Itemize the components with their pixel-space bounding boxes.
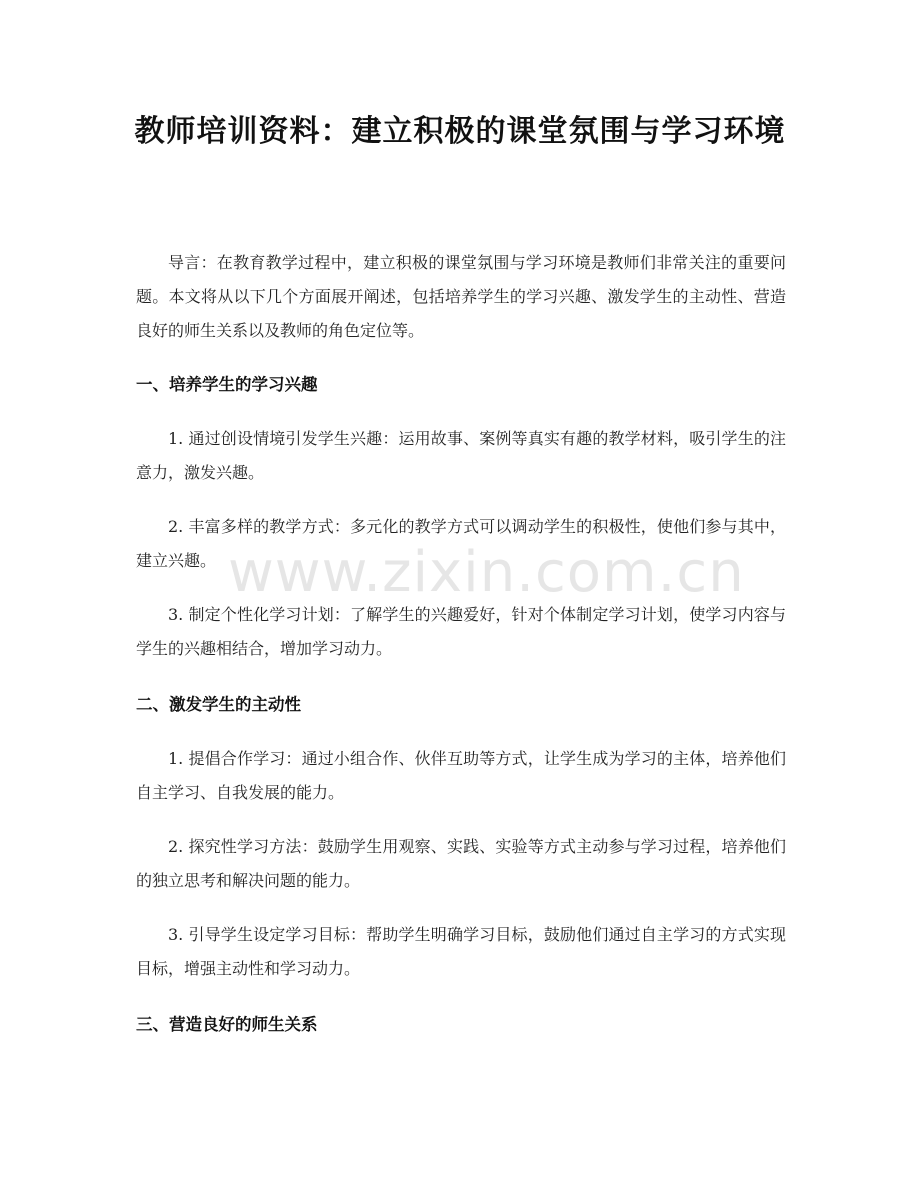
section-1-item-1: 1. 通过创设情境引发学生兴趣：运用故事、案例等真实有趣的教学材料，吸引学生的注意力，激发兴趣。 bbox=[136, 429, 786, 482]
document-title: 教师培训资料：建立积极的课堂氛围与学习环境 bbox=[134, 114, 786, 149]
section-2-item-3: 3. 引导学生设定学习目标：帮助学生明确学习目标，鼓励他们通过自主学习的方式实现目标，增强主动性和学习动力。 bbox=[136, 925, 786, 978]
intro-paragraph: 导言：在教育教学过程中，建立积极的课堂氛围与学习环境是教师们非常关注的重要问题。本文将从以下几个方面展开阐述，包括培养学生的学习兴趣、激发学生的主动性、营造良好的师生关系以及教师的角色定位等。 bbox=[136, 253, 786, 340]
watermark-text: www.zixin.com.cn bbox=[228, 540, 745, 605]
document-body bbox=[136, 246, 786, 1062]
section-2-item-1: 1. 提倡合作学习：通过小组合作、伙伴互助等方式，让学生成为学习的主体，培养他们自主学习、自我发展的能力。 bbox=[136, 749, 786, 802]
section-heading-2: 二、激发学生的主动性 bbox=[136, 695, 301, 714]
section-2-item-2: 2. 探究性学习方法：鼓励学生用观察、实践、实验等方式主动参与学习过程，培养他们的独立思考和解决问题的能力。 bbox=[136, 837, 786, 890]
section-heading-1: 一、培养学生的学习兴趣 bbox=[136, 375, 318, 394]
section-1-item-2: 2. 丰富多样的教学方式：多元化的教学方式可以调动学生的积极性，使他们参与其中，建立兴趣。 bbox=[136, 517, 786, 570]
section-1-item-3: 3. 制定个性化学习计划：了解学生的兴趣爱好，针对个体制定学习计划，使学习内容与学生的兴趣相结合，增加学习动力。 bbox=[136, 605, 786, 658]
section-heading-3: 三、营造良好的师生关系 bbox=[136, 1015, 318, 1034]
